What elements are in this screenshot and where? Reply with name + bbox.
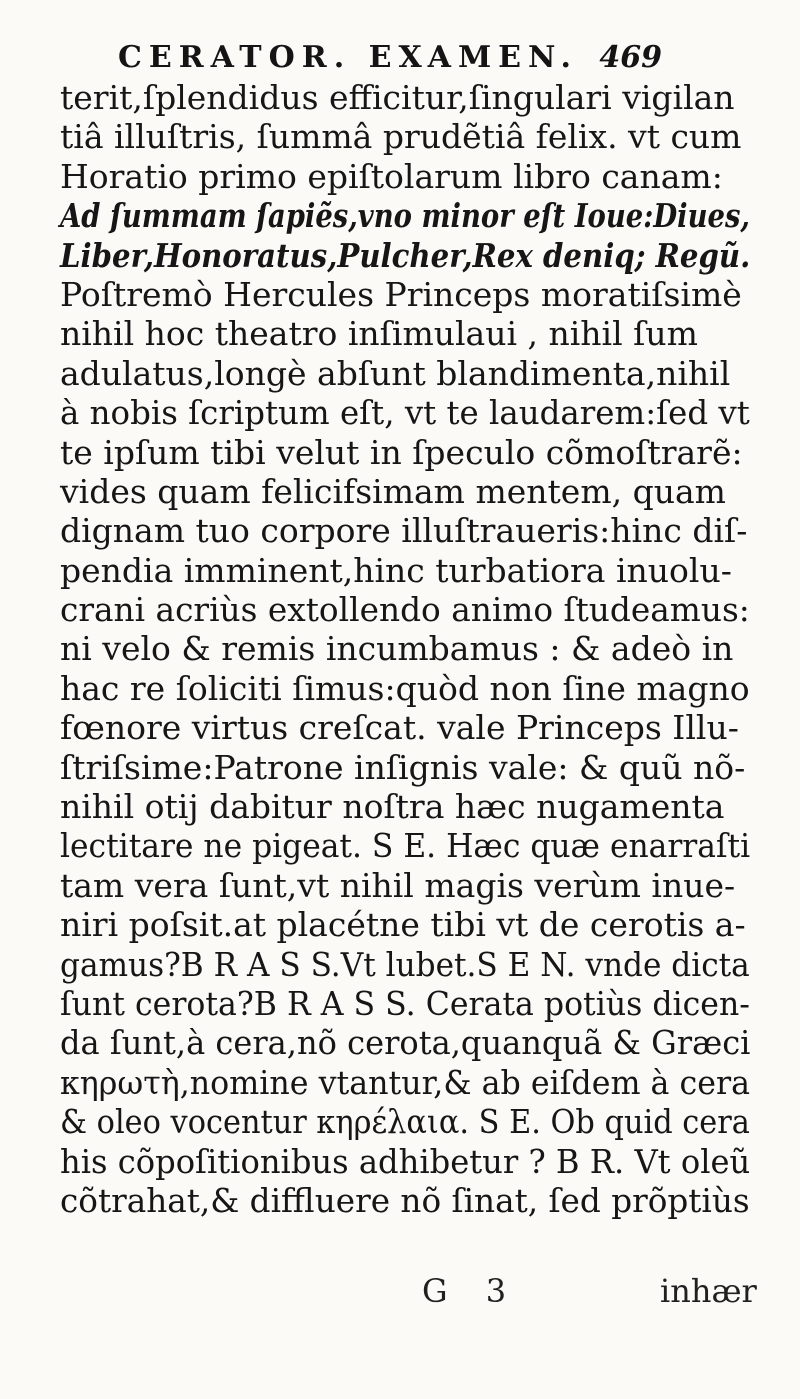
running-head-title: CERATOR. EXAMEN. bbox=[118, 40, 578, 75]
text-line: ni velo & remis incumbamus : & adeò in bbox=[60, 629, 734, 669]
text-line: terit,ſplendidus efficitur,ſingulari vigilan bbox=[60, 78, 735, 117]
catchword: inhær bbox=[660, 1272, 757, 1310]
page-number: 469 bbox=[599, 40, 662, 75]
text-line: cõtrahat,& diffluere nõ ſinat, ſed prõptiùs bbox=[60, 1180, 750, 1220]
text-line: te ipſum tibi velut in ſpeculo cõmoſtrarẽ: bbox=[60, 432, 743, 472]
text-line: tam vera ſunt,vt nihil magis verùm inue- bbox=[60, 865, 736, 905]
verse-quotation-line: Ad ſummam ſapiẽs,vno minor eſt Ioue:Diues, bbox=[60, 196, 750, 236]
text-line: ſtriſsime:Patrone inſignis vale: & quũ nõ- bbox=[60, 747, 746, 787]
text-line: lectitare ne pigeat. S E. Hæc quæ enarraſti bbox=[60, 826, 751, 866]
text-line: Poſtremò Hercules Princeps moratiſsimè bbox=[60, 274, 742, 314]
text-line: adulatus,longè abſunt blandimenta,nihil bbox=[60, 353, 731, 393]
text-line: dignam tuo corpore illuſtraueris:hinc diſ- bbox=[60, 511, 748, 551]
text-line: vides quam felicifsimam mentem, quam bbox=[60, 471, 726, 511]
text-line: fœnore virtus creſcat. vale Princeps Illu- bbox=[60, 708, 739, 748]
text-line: gamus?B R A S S.Vt lubet.S E N. vnde dicta bbox=[60, 944, 750, 984]
text-line: à nobis ſcriptum eſt, vt te laudarem:ſed vt bbox=[60, 393, 750, 433]
text-line: da ſunt,à cera,nõ cerota,quanquã & Græci bbox=[60, 1023, 751, 1063]
text-line: & oleo vocentur κηρέλαια. S E. Ob quid cera bbox=[60, 1102, 750, 1142]
signature-mark: G 3 bbox=[422, 1272, 521, 1310]
text-line: hac re ſoliciti ſimus:quòd non ſine magno bbox=[60, 668, 750, 708]
text-line: κηρωτὴ,nomine vtantur,& ab eiſdem à cera bbox=[60, 1062, 750, 1102]
text-line: ſunt cerota?B R A S S. Cerata potiùs dicen- bbox=[60, 983, 750, 1023]
verse-quotation-line: Liber,Honoratus,Pulcher,Rex deniq; Regũ. bbox=[60, 235, 751, 275]
text-line: tiâ illuſtris, ſummâ prudẽtiâ felix. vt cum bbox=[60, 117, 742, 157]
text-line: his cõpoſitionibus adhibetur ? B R. Vt oleũ bbox=[60, 1141, 751, 1181]
text-line: niri poſsit.at placétne tibi vt de cerotis a- bbox=[60, 905, 746, 945]
body-text bbox=[60, 78, 750, 1220]
page-footer bbox=[60, 1272, 757, 1312]
text-line: nihil otij dabitur noſtra hæc nugamenta bbox=[60, 787, 725, 827]
text-line: nihil hoc theatro inſimulaui , nihil ſum bbox=[60, 314, 698, 354]
text-line: pendia imminent,hinc turbatiora inuolu- bbox=[60, 550, 732, 590]
text-line: Horatio primo epiſtolarum libro canam: bbox=[60, 156, 723, 196]
text-line: crani acriùs extollendo animo ſtudeamus: bbox=[60, 590, 750, 630]
